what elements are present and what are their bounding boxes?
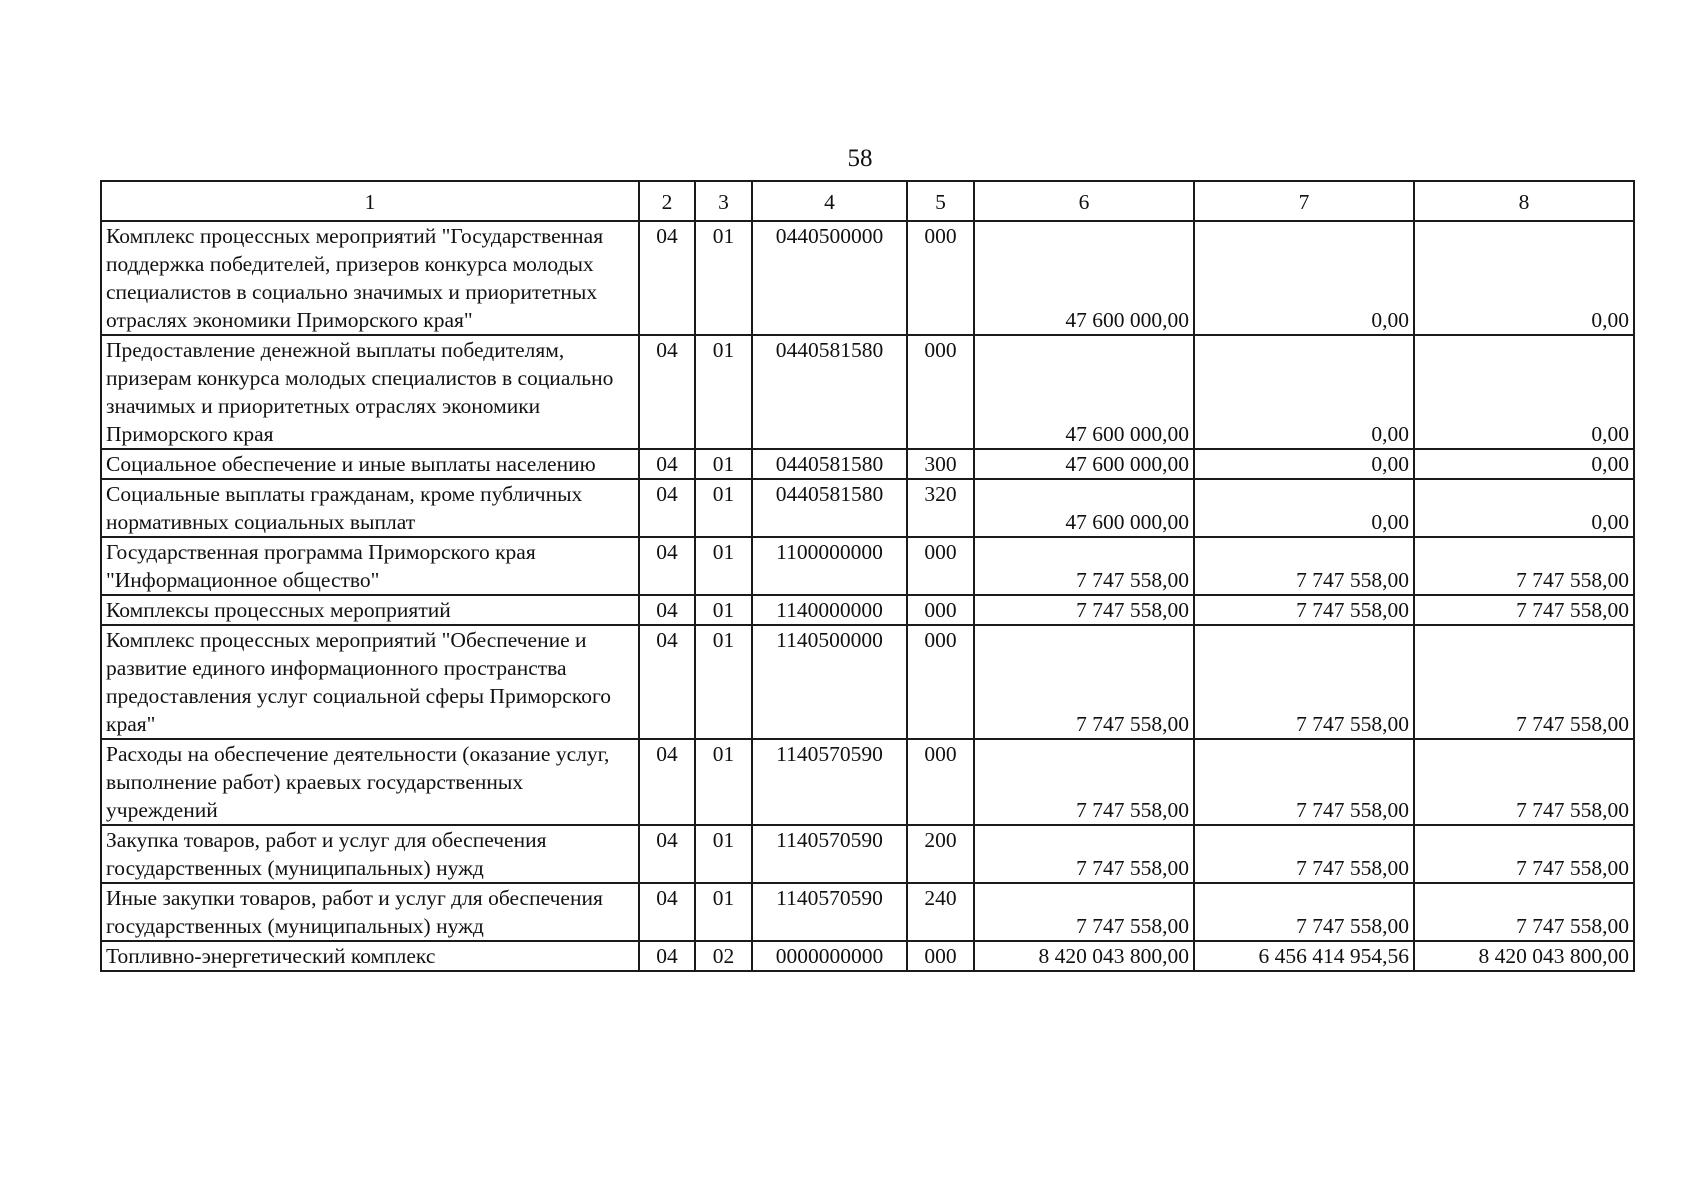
amount-col8-cell: 7 747 558,00 (1414, 825, 1634, 883)
target-article-cell: 1140570590 (752, 739, 907, 825)
expense-type-cell: 300 (907, 449, 974, 479)
column-header-7: 7 (1194, 181, 1414, 221)
budget-table (100, 180, 1635, 972)
amount-col8-cell: 7 747 558,00 (1414, 739, 1634, 825)
subsection-code-cell: 01 (695, 537, 752, 595)
column-header-3: 3 (695, 181, 752, 221)
amount-col8-cell: 8 420 043 800,00 (1414, 941, 1634, 971)
row-name-cell: Предоставление денежной выплаты победителям, призерам конкурса молодых специалистов в социально значимых и приоритетных отраслях экономики Приморского края (101, 335, 639, 449)
subsection-code-cell: 01 (695, 825, 752, 883)
amount-col7-cell: 6 456 414 954,56 (1194, 941, 1414, 971)
target-article-cell: 1100000000 (752, 537, 907, 595)
amount-col6-cell: 7 747 558,00 (974, 537, 1194, 595)
table-row (101, 825, 1634, 883)
amount-col6-cell: 47 600 000,00 (974, 479, 1194, 537)
table-row (101, 449, 1634, 479)
expense-type-cell: 200 (907, 825, 974, 883)
subsection-code-cell: 01 (695, 625, 752, 739)
column-header-2: 2 (639, 181, 695, 221)
expense-type-cell: 240 (907, 883, 974, 941)
target-article-cell: 1140570590 (752, 825, 907, 883)
section-code-cell: 04 (639, 825, 695, 883)
target-article-cell: 0440500000 (752, 221, 907, 335)
section-code-cell: 04 (639, 739, 695, 825)
amount-col6-cell: 47 600 000,00 (974, 221, 1194, 335)
target-article-cell: 0440581580 (752, 449, 907, 479)
table-row (101, 335, 1634, 449)
subsection-code-cell: 01 (695, 221, 752, 335)
amount-col8-cell: 7 747 558,00 (1414, 595, 1634, 625)
amount-col7-cell: 7 747 558,00 (1194, 537, 1414, 595)
header-row (101, 181, 1634, 221)
table-row (101, 941, 1634, 971)
amount-col8-cell: 0,00 (1414, 449, 1634, 479)
subsection-code-cell: 01 (695, 883, 752, 941)
column-header-1: 1 (101, 181, 639, 221)
table-row (101, 595, 1634, 625)
amount-col6-cell: 7 747 558,00 (974, 595, 1194, 625)
amount-col6-cell: 8 420 043 800,00 (974, 941, 1194, 971)
subsection-code-cell: 01 (695, 595, 752, 625)
row-name-cell: Комплексы процессных мероприятий (101, 595, 639, 625)
column-header-5: 5 (907, 181, 974, 221)
section-code-cell: 04 (639, 941, 695, 971)
section-code-cell: 04 (639, 335, 695, 449)
target-article-cell: 0440581580 (752, 335, 907, 449)
row-name-cell: Закупка товаров, работ и услуг для обеспечения государственных (муниципальных) нужд (101, 825, 639, 883)
amount-col7-cell: 0,00 (1194, 221, 1414, 335)
section-code-cell: 04 (639, 625, 695, 739)
amount-col6-cell: 7 747 558,00 (974, 625, 1194, 739)
row-name-cell: Топливно-энергетический комплекс (101, 941, 639, 971)
table-row (101, 221, 1634, 335)
expense-type-cell: 320 (907, 479, 974, 537)
table-row (101, 625, 1634, 739)
target-article-cell: 1140570590 (752, 883, 907, 941)
table-row (101, 739, 1634, 825)
amount-col8-cell: 7 747 558,00 (1414, 883, 1634, 941)
subsection-code-cell: 01 (695, 739, 752, 825)
amount-col6-cell: 7 747 558,00 (974, 739, 1194, 825)
amount-col7-cell: 0,00 (1194, 449, 1414, 479)
amount-col7-cell: 7 747 558,00 (1194, 625, 1414, 739)
section-code-cell: 04 (639, 537, 695, 595)
expense-type-cell: 000 (907, 595, 974, 625)
amount-col7-cell: 7 747 558,00 (1194, 825, 1414, 883)
target-article-cell: 1140500000 (752, 625, 907, 739)
table-row (101, 883, 1634, 941)
subsection-code-cell: 01 (695, 449, 752, 479)
row-name-cell: Комплекс процессных мероприятий "Государственная поддержка победителей, призеров конкурса молодых специалистов в социально значимых и приоритетных отраслях экономики Приморского края" (101, 221, 639, 335)
row-name-cell: Иные закупки товаров, работ и услуг для обеспечения государственных (муниципальных) нужд (101, 883, 639, 941)
target-article-cell: 0000000000 (752, 941, 907, 971)
expense-type-cell: 000 (907, 739, 974, 825)
amount-col6-cell: 7 747 558,00 (974, 825, 1194, 883)
amount-col7-cell: 0,00 (1194, 479, 1414, 537)
row-name-cell: Расходы на обеспечение деятельности (оказание услуг, выполнение работ) краевых государственных учреждений (101, 739, 639, 825)
amount-col8-cell: 7 747 558,00 (1414, 537, 1634, 595)
row-name-cell: Государственная программа Приморского края "Информационное общество" (101, 537, 639, 595)
section-code-cell: 04 (639, 595, 695, 625)
expense-type-cell: 000 (907, 941, 974, 971)
expense-type-cell: 000 (907, 625, 974, 739)
subsection-code-cell: 02 (695, 941, 752, 971)
amount-col6-cell: 47 600 000,00 (974, 335, 1194, 449)
section-code-cell: 04 (639, 221, 695, 335)
target-article-cell: 1140000000 (752, 595, 907, 625)
column-header-6: 6 (974, 181, 1194, 221)
amount-col8-cell: 0,00 (1414, 335, 1634, 449)
expense-type-cell: 000 (907, 537, 974, 595)
table-row (101, 537, 1634, 595)
amount-col8-cell: 7 747 558,00 (1414, 625, 1634, 739)
page-number: 58 (847, 145, 873, 172)
amount-col8-cell: 0,00 (1414, 479, 1634, 537)
subsection-code-cell: 01 (695, 479, 752, 537)
column-header-4: 4 (752, 181, 907, 221)
table-row (101, 479, 1634, 537)
amount-col8-cell: 0,00 (1414, 221, 1634, 335)
expense-type-cell: 000 (907, 221, 974, 335)
expense-type-cell: 000 (907, 335, 974, 449)
target-article-cell: 0440581580 (752, 479, 907, 537)
section-code-cell: 04 (639, 479, 695, 537)
amount-col6-cell: 7 747 558,00 (974, 883, 1194, 941)
row-name-cell: Комплекс процессных мероприятий "Обеспечение и развитие единого информационного пространства предоставления услуг социальной сферы Приморского края" (101, 625, 639, 739)
row-name-cell: Социальное обеспечение и иные выплаты населению (101, 449, 639, 479)
row-name-cell: Социальные выплаты гражданам, кроме публичных нормативных социальных выплат (101, 479, 639, 537)
subsection-code-cell: 01 (695, 335, 752, 449)
amount-col7-cell: 0,00 (1194, 335, 1414, 449)
column-header-8: 8 (1414, 181, 1634, 221)
amount-col6-cell: 47 600 000,00 (974, 449, 1194, 479)
amount-col7-cell: 7 747 558,00 (1194, 739, 1414, 825)
section-code-cell: 04 (639, 449, 695, 479)
amount-col7-cell: 7 747 558,00 (1194, 595, 1414, 625)
amount-col7-cell: 7 747 558,00 (1194, 883, 1414, 941)
section-code-cell: 04 (639, 883, 695, 941)
